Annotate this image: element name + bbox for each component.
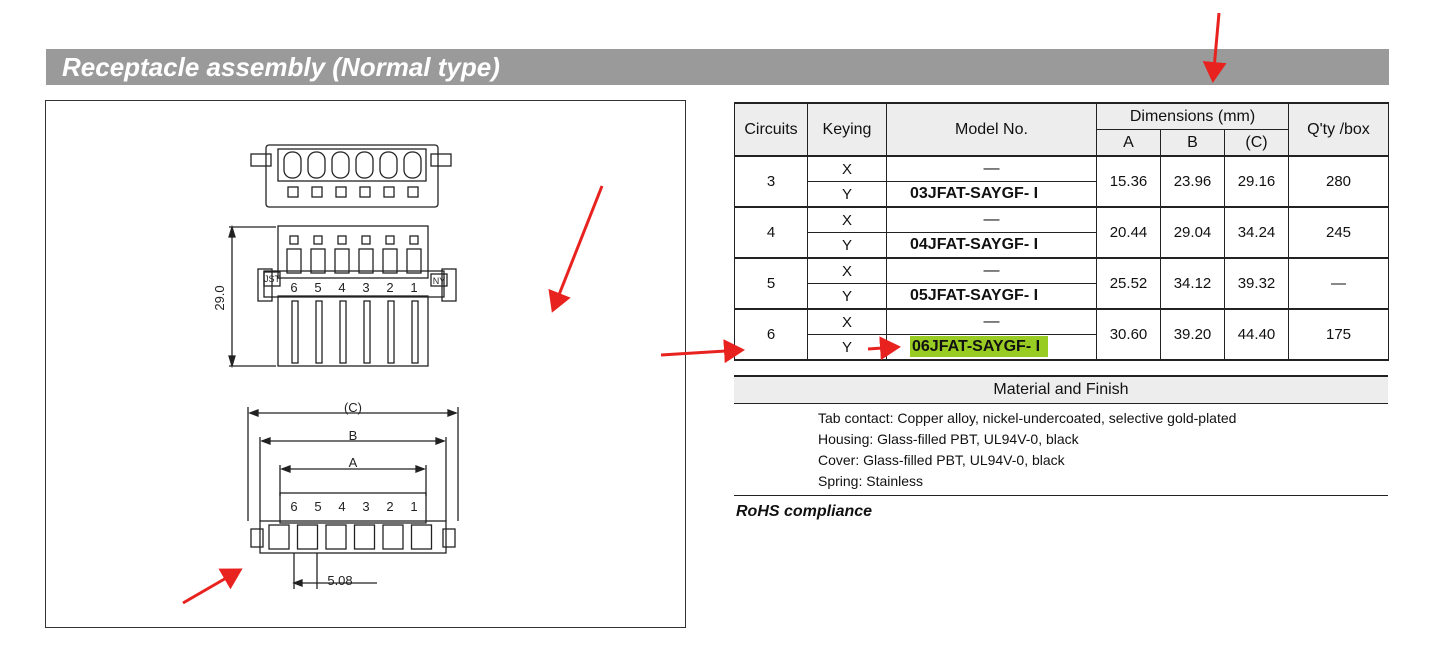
table-row [735,309,1389,335]
header-qty: Q'ty /box [1289,103,1389,156]
material-item: Spring: Stainless [818,473,924,489]
cell-a: 30.60 [1097,309,1161,360]
front-pin [359,249,373,273]
position-mark [408,187,418,197]
position-mark [288,187,298,197]
cell-keying: Y [808,182,887,208]
front-leg [412,301,418,363]
front-circuit-number: 5 [314,280,322,295]
material-item: Tab contact: Copper alloy, nickel-undercoated, selective gold-plated [818,410,1237,426]
cell-a: 20.44 [1097,207,1161,258]
bottom-circuit-number: 4 [338,499,346,514]
cell-keying: X [808,156,887,182]
bottom-circuit-number: 5 [314,499,322,514]
bottom-circuit-number: 6 [290,499,298,514]
front-leg [292,301,298,363]
front-leg [388,301,394,363]
cell-b: 39.20 [1161,309,1225,360]
bottom-cell [412,525,432,549]
bottom-cell [383,525,403,549]
table-row [735,258,1389,284]
front-pin [311,249,325,273]
front-window [314,236,322,244]
material-header: Material and Finish [734,375,1388,404]
front-window [386,236,394,244]
dim-c-label: (C) [343,400,363,415]
position-mark [360,187,370,197]
header-circuits: Circuits [735,103,808,156]
contact-slot [404,152,421,178]
front-window [362,236,370,244]
cell-circuits: 5 [735,258,808,309]
cell-circuits: 3 [735,156,808,207]
contact-slot [332,152,349,178]
front-leg [340,301,346,363]
table-row [735,156,1389,182]
cell-c: 39.32 [1225,258,1289,309]
front-circuit-number: 3 [362,280,370,295]
bottom-circuit-number: 1 [410,499,418,514]
ny-marking: NY [432,276,446,286]
header-keying: Keying [808,103,887,156]
position-mark [312,187,322,197]
highlighted-model: 06JFAT-SAYGF- I [910,336,1048,357]
front-circuit-number: 4 [338,280,346,295]
cell-qty: 175 [1289,309,1389,360]
header-model: Model No. [887,103,1097,156]
front-circuit-number: 1 [410,280,418,295]
pitch-dimension: 5.08 [327,573,353,588]
front-view [229,226,456,366]
cell-a: 25.52 [1097,258,1161,309]
cell-model: — [887,207,1097,233]
cell-model: 04JFAT-SAYGF- I [887,233,1097,259]
front-leg [316,301,322,363]
front-pin [335,249,349,273]
cell-b: 23.96 [1161,156,1225,207]
table-row [735,207,1389,233]
bottom-cell [269,525,289,549]
cell-model: — [887,156,1097,182]
contact-slot [380,152,397,178]
cell-keying: Y [808,233,887,259]
front-window [338,236,346,244]
cell-c: 29.16 [1225,156,1289,207]
cell-qty: 245 [1289,207,1389,258]
bottom-cell [298,525,318,549]
cell-qty: 280 [1289,156,1389,207]
cell-keying: X [808,309,887,335]
header-c: (C) [1225,130,1289,157]
header-a: A [1097,130,1161,157]
cell-model: 05JFAT-SAYGF- I [887,284,1097,310]
section-title: Receptacle assembly (Normal type) [62,52,500,82]
bottom-cell [326,525,346,549]
specification-table [734,102,1389,361]
front-pin [383,249,397,273]
front-pin [407,249,421,273]
section-title-bar [46,49,1389,85]
cell-model: 03JFAT-SAYGF- I [887,182,1097,208]
dim-b-label: B [348,428,358,443]
position-mark [384,187,394,197]
dim-a-label: A [348,455,358,470]
cell-model: — [887,258,1097,284]
material-list [818,408,1236,492]
cell-keying: Y [808,284,887,310]
front-circuit-number: 2 [386,280,394,295]
cell-model-highlighted [887,335,1097,361]
material-divider [734,495,1388,496]
bottom-circuit-number: 2 [386,499,394,514]
bottom-circuit-number: 3 [362,499,370,514]
top-view [251,145,451,207]
cell-c: 44.40 [1225,309,1289,360]
material-item: Housing: Glass-filled PBT, UL94V-0, black [818,431,1079,447]
front-window [410,236,418,244]
jst-marking: JST [263,274,281,284]
front-pin [287,249,301,273]
contact-slot [284,152,301,178]
cell-qty: — [1289,258,1389,309]
front-circuit-number: 6 [290,280,298,295]
cell-a: 15.36 [1097,156,1161,207]
front-leg [364,301,370,363]
drawing-panel [45,100,686,628]
header-b: B [1161,130,1225,157]
cell-circuits: 6 [735,309,808,360]
cell-keying: X [808,207,887,233]
cell-b: 29.04 [1161,207,1225,258]
height-dimension: 29.0 [212,285,227,311]
bottom-cell [355,525,375,549]
rohs-compliance: RoHS compliance [736,503,873,520]
position-mark [336,187,346,197]
connector-drawing [46,101,687,629]
cell-b: 34.12 [1161,258,1225,309]
cell-keying: Y [808,335,887,361]
cell-c: 34.24 [1225,207,1289,258]
cell-circuits: 4 [735,207,808,258]
cell-keying: X [808,258,887,284]
material-item: Cover: Glass-filled PBT, UL94V-0, black [818,452,1065,468]
contact-slot [356,152,373,178]
front-window [290,236,298,244]
header-dimensions: Dimensions (mm) [1097,103,1289,130]
contact-slot [308,152,325,178]
cell-model: — [887,309,1097,335]
